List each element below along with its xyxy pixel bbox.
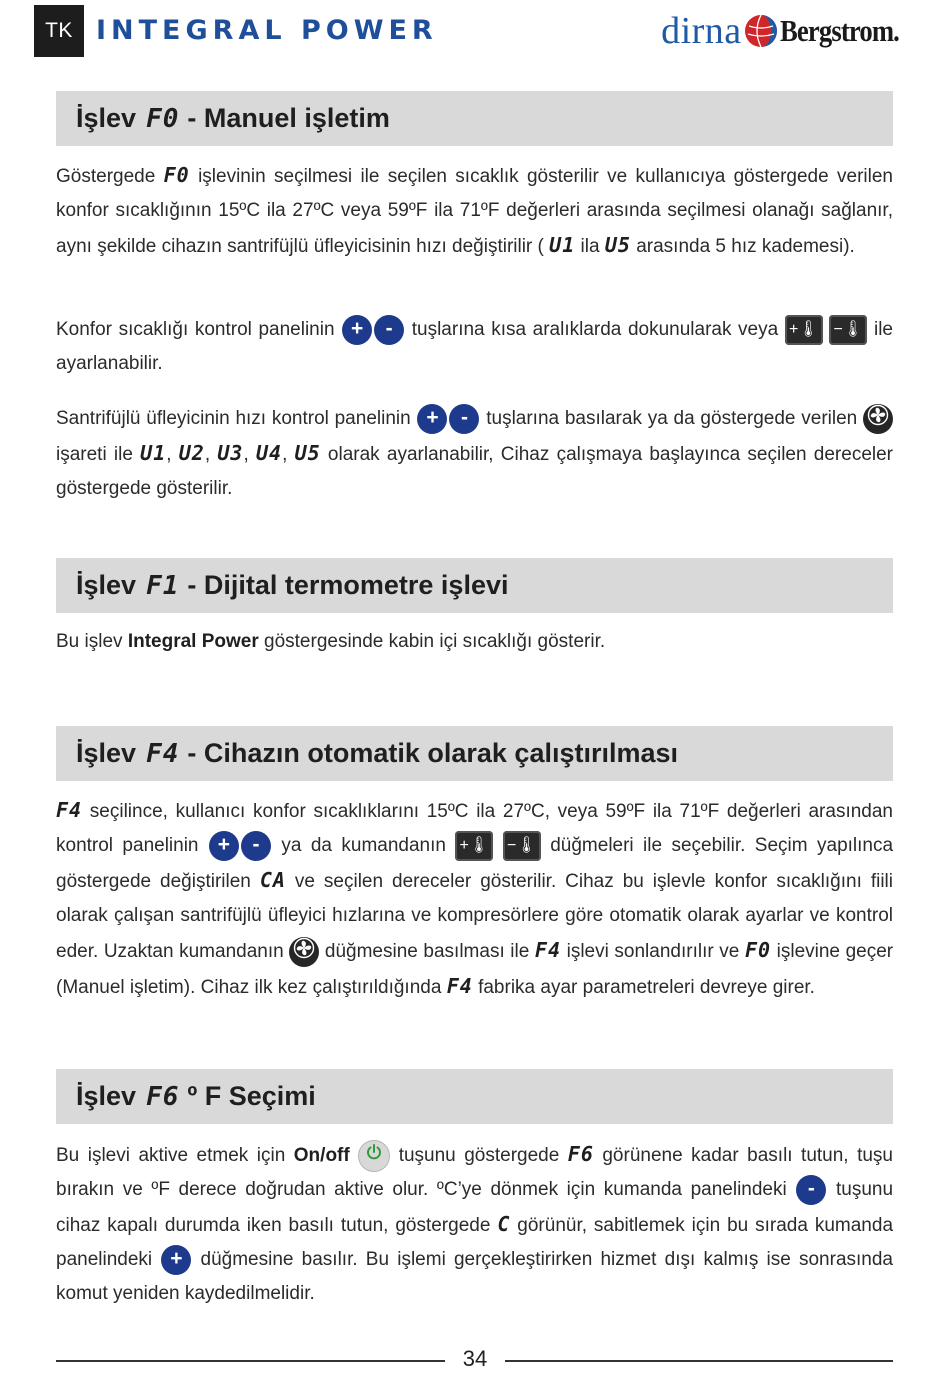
section-header-f4 [56,726,893,781]
segment-code: F6 [567,1142,594,1166]
segment-code: U5 [294,441,321,465]
text: tuşlarına basılarak ya da göstergede verilen [486,408,858,429]
segment-code: U1 [140,441,167,465]
text: ile ayarlanabilir. [56,319,893,374]
paragraph-f4-1 [56,793,893,1005]
segment-code: F0 [146,103,180,134]
title-suffix: - Dijital termometre işlevi [187,570,509,600]
title-prefix: İşlev [76,570,137,600]
paragraph-f1-1 [56,625,893,659]
text: ila [580,236,600,257]
segment-code: F4 [534,938,562,962]
segment-code: U4 [255,441,283,465]
segment-code: C [497,1212,511,1236]
minus-button: - [449,404,479,434]
company-logo [661,9,899,53]
remote-temp-down-button: −🌡 [503,831,541,861]
text: göstergesinde kabin içi sıcaklığı gösterir. [264,631,606,652]
footer-rule-right [505,1360,893,1362]
fan-icon [863,404,893,434]
text: tuşunu cihaz kapalı durumda iken basılı tutun, göstergede [56,1179,894,1236]
section-title [76,1081,316,1112]
footer-rule-left [56,1360,445,1362]
brand-title: INTEGRAL POWER [96,15,438,46]
segment-code: U3 [217,441,244,465]
text: görünene kadar basılı tutun, tuşu bırakın ve ºF derece doğrudan aktive olur. ºC’ye dönmek için kumanda panelindeki [56,1145,893,1200]
fan-icon [289,937,319,967]
paragraph-f0-1 [56,158,893,264]
title-prefix: İşlev [76,738,137,768]
remote-temp-up-button: +🌡 [785,315,823,345]
paragraph-f0-3: Santrifüjlü üfleyicinin hızı kontrol panelinin + - tuşlarına basılarak ya da göstergede verilen işareti ile U1, U2, U3, U4, U5 olarak ayarlanabilir, Cihaz çalışmaya başlayınca seçilen dereceler göstergede gösterilir. [56,405,894,499]
plus-button: + [417,404,447,434]
section-title [76,103,390,134]
text: ya da kumandanın [281,835,446,856]
power-icon [358,1140,390,1172]
text: işareti ile [56,444,133,465]
paragraph-f0-2 [56,313,893,381]
title-suffix: - Cihazın otomatik olarak çalıştırılması [187,738,679,768]
paragraph-f6-1 [56,1137,893,1311]
segment-code: F4 [446,974,473,998]
text: seçilince, kullanıcı konfor sıcaklıklarını 15ºC ila 27ºC, veya 59ºF ila 71ºF değerleri arasından kontrol panelinin [56,801,893,856]
plus-button: + [209,831,239,861]
text: Bu işlev [56,631,123,652]
bold-text: Integral Power [127,631,259,652]
bold-text: On/off [293,1145,350,1166]
section-header-f0 [56,91,893,146]
page-header [34,5,899,57]
language-code: TK [34,5,84,57]
text: Konfor sıcaklığı kontrol panelinin [56,319,335,340]
text: tuşunu göstergede [398,1145,560,1166]
text: düğmeleri ile seçebilir. Seçim yapılınca göstergede değiştirilen [56,835,894,892]
segment-code: F0 [163,163,190,187]
text: olarak ayarlanabilir, Cihaz çalışmaya başlayınca seçilen dereceler göstergede gösterilir. [56,444,894,499]
text: tuşlarına kısa aralıklarda dokunularak veya [411,319,779,340]
minus-button: - [241,831,271,861]
segment-code: F1 [146,570,180,601]
text: düğmesine basılması ile [324,941,530,962]
section-header-f1 [56,558,893,613]
globe-icon [744,14,778,48]
text: Göstergede [56,166,156,187]
text: Santrifüjlü üfleyicinin hızı kontrol panelinin [56,408,411,429]
title-suffix: - Manuel işletim [187,103,390,133]
remote-temp-down-button: −🌡 [829,315,867,345]
remote-temp-up-button: +🌡 [455,831,493,861]
plus-button: + [342,315,372,345]
minus-button: - [796,1175,826,1205]
title-suffix: º F Seçimi [187,1081,316,1111]
section-title [76,738,678,769]
text: işlevi sonlandırılır ve [566,941,740,962]
plus-button: + [161,1245,191,1275]
title-prefix: İşlev [76,103,137,133]
logo-dirna-text: dirna [661,10,742,52]
text: düğmesine basılır. Bu işlemi gerçekleştirirken hizmet dışı kalmış ise sonrasında komut yeniden kaydedilmelidir. [56,1249,893,1304]
text: görünür, sabitlemek için bu sırada kumanda panelindeki [56,1215,894,1270]
segment-code: U5 [604,233,631,257]
segment-code: CA [259,868,286,892]
page-number: 34 [462,1346,488,1371]
title-prefix: İşlev [76,1081,137,1111]
segment-code: F4 [56,798,83,822]
segment-code: F6 [146,1081,180,1112]
segment-code: U2 [178,441,205,465]
text: fabrika ayar parametreleri devreye girer. [478,977,815,998]
text: Bu işlevi aktive etmek için [56,1145,286,1166]
section-header-f6 [56,1069,893,1124]
section-title [76,570,509,601]
text: ve seçilen dereceler gösterilir. Cihaz bu işlevle konfor sıcaklığını fiili olarak çalışan santrifüjlü üfleyici hızlarına ve kompresörlere göre otomatik olarak ayarlar ve kontrol eder. Uzaktan kumandanın [56,871,893,962]
segment-code: F0 [744,938,772,962]
text: işlevine geçer (Manuel işletim). Cihaz ilk kez çalıştırıldığında [56,941,894,998]
text: arasında 5 hız kademesi). [636,236,855,257]
segment-code: F4 [146,738,180,769]
logo-bergstrom-text: Bergstrom. [779,13,899,48]
minus-button: - [374,315,404,345]
text: işlevinin seçilmesi ile seçilen sıcaklık gösterilir ve kullanıcıya göstergede verilen konfor sıcaklığının 15ºC ila 27ºC veya 59ºF ila 71ºF değerleri arasında seçilmesi olanağı sağlanır, aynı şekilde cihazın santrifüjlü üfleyicisinin hızı değiştirilir ( [56,166,893,257]
segment-code: U1 [549,233,576,257]
